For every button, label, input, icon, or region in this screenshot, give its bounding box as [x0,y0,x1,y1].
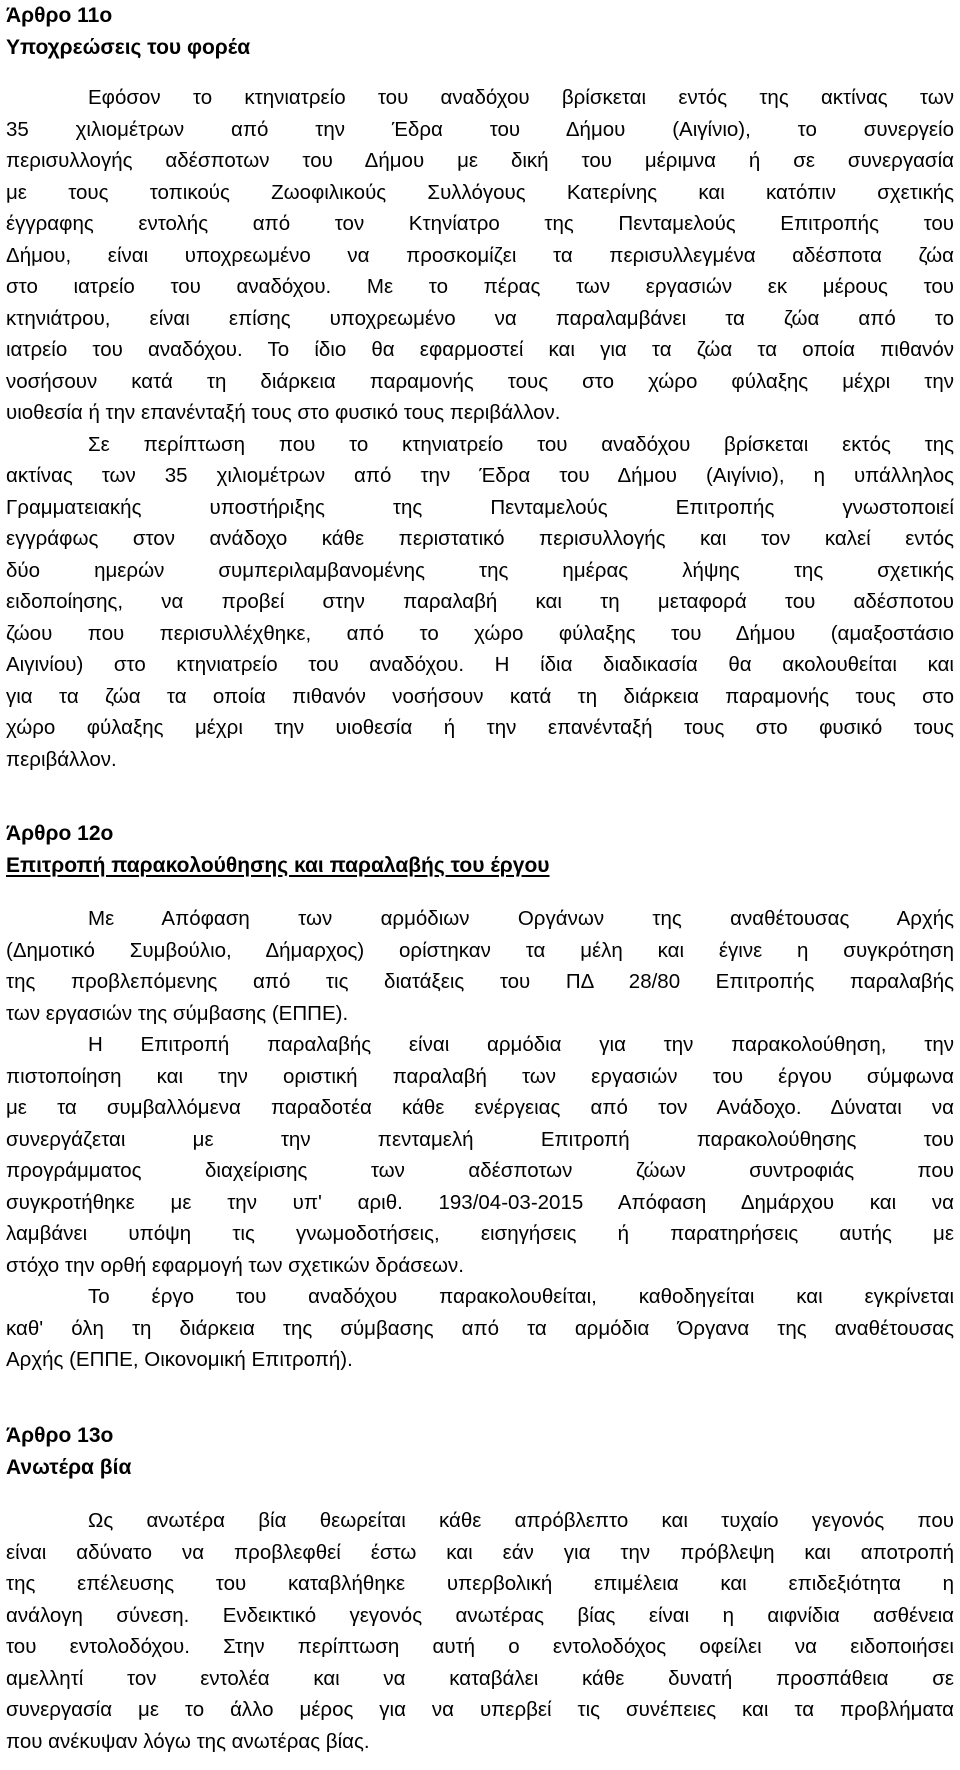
article-13-body [6,1505,954,1757]
text-line: λαμβάνει υπόψη τις γνωμοδοτήσεις, εισηγήσεις ή παρατηρήσεις αυτής με [6,1222,954,1245]
text-line: περιβάλλον. [6,747,117,771]
text-line: προγράμματος διαχείρισης των αδέσποτων ζώων συντροφιάς που [6,1159,954,1182]
article-11 [6,0,954,63]
text-line: Αρχής (ΕΠΠΕ, Οικονομική Επιτροπή). [6,1348,353,1371]
text-line: Δήμου, είναι υποχρεωμένο να προσκομίζει τα περισυλλεγμένα αδέσποτα ζώα [6,243,954,267]
text-line: Εφόσον το κτηνιατρείο του αναδόχου βρίσκεται εντός της ακτίνας των [88,86,954,109]
text-line: με τους τοπικούς Ζωοφιλικούς Συλλόγους Κατερίνης και κατόπιν σχετικής [6,180,954,204]
text-line: είναι αδύνατο να προβλεφθεί έστω και εάν για την πρόβλεψη και αποτροπή [6,1540,954,1564]
text-line: αμελλητί τον εντολέα και να καταβάλει κάθε δυνατή προσπάθεια σε [6,1666,954,1690]
text-line: Σε περίπτωση που το κτηνιατρείο του αναδόχου βρίσκεται εκτός της [88,432,954,456]
article-12 [6,818,954,881]
text-line: εγγράφως στον ανάδοχο κάθε περιστατικό περισυλλογής και τον καλεί εντός [6,527,954,550]
text-line: συνεργασία με το άλλο μέρος για να υπερβεί τις συνέπειες και τα προβλήματα [6,1698,954,1721]
text-line: της επέλευσης του καταβλήθηκε υπερβολική επιμέλεια και επιδεξιότητα η [6,1572,954,1595]
article-subtitle: Υποχρεώσεις του φορέα [6,35,251,59]
article-subtitle: Επιτροπή παρακολούθησης και παραλαβής του έργου [6,853,550,877]
text-line: που ανέκυψαν λόγω της ανωτέρας βίας. [6,1729,370,1753]
text-line: Το έργο του αναδόχου παρακολουθείται, καθοδηγείται και εγκρίνεται [88,1285,954,1308]
article-title: Άρθρο 13ο [6,1424,114,1447]
text-line: πιστοποίηση και την οριστική παραλαβή των εργασιών του έργου σύμφωνα [6,1064,954,1088]
text-line: συγκροτήθηκε με την υπ' αριθ. 193/04-03-2015 Απόφαση Δημάρχου και να [6,1190,954,1214]
article-title: Άρθρο 12ο [6,822,114,845]
text-line: Η Επιτροπή παραλαβής είναι αρμόδια για την παρακολούθηση, την [88,1033,954,1056]
text-line: περισυλλογής αδέσποτων του Δήμου με δική του μέριμνα ή σε συνεργασία [6,149,954,172]
text-line: ακτίνας των 35 χιλιομέτρων από την Έδρα του Δήμου (Αιγίνιο), η υπάλληλος [6,464,954,487]
article-11-body [6,82,954,775]
article-13 [6,1420,954,1483]
text-line: Γραμματειακής υποστήριξης της Πενταμελούς Επιτροπής γνωστοποιεί [6,495,954,519]
text-line: στο ιατρείο του αναδόχου. Με το πέρας των εργασιών εκ μέρους του [6,275,954,298]
text-line: νοσήσουν κατά τη διάρκεια παραμονής τους στο χώρο φύλαξης μέχρι την [6,369,954,393]
text-line: Με Απόφαση των αρμόδιων Οργάνων της αναθέτουσας Αρχής [88,907,954,930]
text-line: στόχο την ορθή εφαρμογή των σχετικών δράσεων. [6,1253,464,1277]
text-line: υιοθεσία ή την επανένταξή τους στο φυσικό τους περιβάλλον. [6,401,561,424]
text-line: του εντολοδόχου. Στην περίπτωση αυτή ο εντολοδόχος οφείλει να ειδοποιήσει [6,1635,954,1658]
text-line: συνεργάζεται με την πενταμελή Επιτροπή παρακολούθησης του [6,1127,954,1151]
text-line: της προβλεπόμενης από τις διατάξεις του ΠΔ 28/80 Επιτροπής παραλαβής [6,970,954,993]
text-line: Αιγινίου) στο κτηνιατρείο του αναδόχου. Η ίδια διαδικασία θα ακολουθείται και [6,653,954,676]
article-subtitle: Ανωτέρα βία [6,1455,132,1479]
text-line: 35 χιλιομέτρων από την Έδρα του Δήμου (Αιγίνιο), το συνεργείο [6,117,954,141]
text-line: χώρο φύλαξης μέχρι την υιοθεσία ή την επανένταξή τους στο φυσικό τους [6,716,954,739]
text-line: (Δημοτικό Συμβούλιο, Δήμαρχος) ορίστηκαν τα μέλη και έγινε η συγκρότηση [6,938,954,962]
text-line: με τα συμβαλλόμενα παραδοτέα κάθε ενέργειας από τον Ανάδοχο. Δύναται να [6,1096,954,1119]
text-line: ιατρείο του αναδόχου. Το ίδιο θα εφαρμοστεί και για τα ζώα τα οποία πιθανόν [6,338,954,361]
text-line: κτηνιάτρου, είναι επίσης υποχρεωμένο να παραλαμβάνει τα ζώα από το [6,306,954,330]
text-line: για τα ζώα τα οποία πιθανόν νοσήσουν κατά τη διάρκεια παραμονής τους στο [6,684,954,708]
text-line: ειδοποίησης, να προβεί στην παραλαβή και τη μεταφορά του αδέσποτου [6,590,954,613]
text-line: Ως ανωτέρα βία θεωρείται κάθε απρόβλεπτο και τυχαίο γεγονός που [88,1509,954,1532]
text-line: καθ' όλη τη διάρκεια της σύμβασης από τα αρμόδια Όργανα της αναθέτουσας [6,1316,954,1340]
article-12-body [6,903,954,1376]
text-line: έγγραφης εντολής από τον Κτηνίατρο της Πενταμελούς Επιτροπής του [6,212,954,235]
article-title: Άρθρο 11ο [6,4,113,27]
text-line: ανάλογη σύνεση. Ενδεικτικό γεγονός ανωτέρας βίας είναι η αιφνίδια ασθένεια [6,1603,954,1627]
text-line: ζώου που περισυλλέχθηκε, από το χώρο φύλαξης του Δήμου (αμαξοστάσιο [6,621,954,645]
text-line: των εργασιών της σύμβασης (ΕΠΠΕ). [6,1001,349,1025]
text-line: δύο ημερών συμπεριλαμβανομένης της ημέρας λήψης της σχετικής [6,558,954,582]
